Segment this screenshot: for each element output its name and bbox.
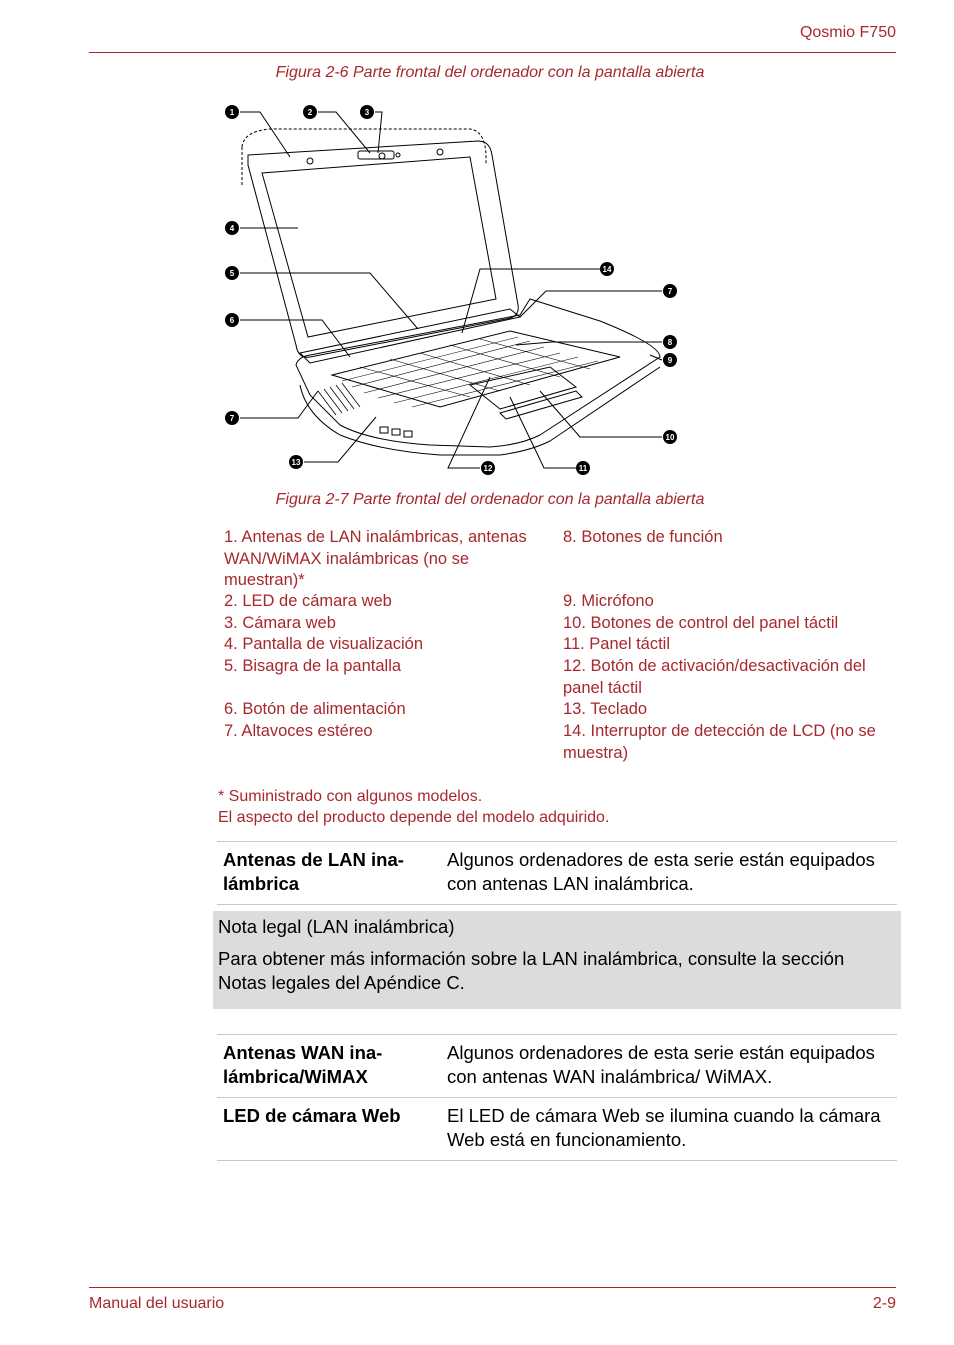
- header-title: Qosmio F750: [799, 24, 896, 41]
- svg-text:12: 12: [483, 464, 493, 473]
- page-number: 2-9: [872, 1295, 896, 1312]
- callout-14: [600, 262, 614, 276]
- svg-text:7: 7: [667, 287, 673, 296]
- svg-text:13: 13: [291, 458, 301, 467]
- callout-7b: [663, 284, 677, 298]
- table-row: [217, 1035, 897, 1098]
- legal-note-box: [213, 911, 901, 1009]
- svg-text:11: 11: [578, 464, 588, 473]
- callout-13: [289, 455, 303, 469]
- laptop-diagram: [200, 95, 720, 480]
- callout-11: [576, 461, 590, 475]
- legend-item: 5. Bisagra de la pantalla: [224, 657, 402, 675]
- callout-2: [303, 105, 317, 119]
- legend-item: 1. Antenas de LAN inalámbricas, antenas WAN/WiMAX inalámbricas (no se muestran)*: [224, 528, 527, 589]
- legend-item: 6. Botón de alimentación: [224, 700, 406, 718]
- legend-item: 14. Interruptor de detección de LCD (no se muestra): [563, 722, 876, 762]
- term-cell: Antenas de LAN ina-lámbrica: [217, 842, 441, 905]
- callout-5: [225, 266, 239, 280]
- figure-caption-bottom: Figura 2-7 Parte frontal del ordenador con la pantalla abierta: [275, 491, 705, 508]
- svg-text:2: 2: [307, 108, 313, 117]
- figure-notes: [218, 786, 609, 828]
- legal-note-body: Para obtener más información sobre la LAN inalámbrica, consulte la sección Notas legales del Apéndice C.: [218, 948, 845, 993]
- legend-item: 12. Botón de activación/desactivación del panel táctil: [563, 657, 866, 697]
- description-cell: Algunos ordenadores de esta serie están equipados con antenas WAN inalámbrica/ WiMAX.: [441, 1035, 897, 1098]
- svg-text:4: 4: [229, 224, 235, 233]
- header-rule: [89, 52, 896, 53]
- legend-item: 2. LED de cámara web: [224, 592, 392, 610]
- definition-table: [217, 841, 897, 905]
- legend-item: 10. Botones de control del panel táctil: [563, 614, 839, 632]
- definition-table: [217, 1034, 897, 1161]
- table-row: [217, 842, 897, 905]
- svg-text:8: 8: [667, 338, 673, 347]
- svg-text:3: 3: [364, 108, 370, 117]
- svg-text:10: 10: [665, 433, 675, 442]
- legal-note-title: Nota legal (LAN inalámbrica): [218, 916, 455, 937]
- svg-text:7: 7: [229, 414, 235, 423]
- note-line: * Suministrado con algunos modelos.: [218, 788, 483, 805]
- description-cell: El LED de cámara Web se ilumina cuando la cámara Web está en funcionamiento.: [441, 1098, 897, 1161]
- svg-text:5: 5: [229, 269, 235, 278]
- footer-rule: [89, 1287, 896, 1288]
- callout-9: [663, 353, 677, 367]
- legend-item: 13. Teclado: [563, 700, 648, 718]
- term-cell: Antenas WAN ina-lámbrica/WiMAX: [217, 1035, 441, 1098]
- svg-text:6: 6: [229, 316, 235, 325]
- footer-manual-title: Manual del usuario: [89, 1295, 225, 1312]
- legend-item: 8. Botones de función: [563, 528, 723, 546]
- legend-item: 4. Pantalla de visualización: [224, 635, 424, 653]
- legend-item: 11. Panel táctil: [563, 635, 671, 653]
- callout-3: [360, 105, 374, 119]
- svg-text:1: 1: [229, 108, 235, 117]
- callout-1: [225, 105, 239, 119]
- description-cell: Algunos ordenadores de esta serie están equipados con antenas LAN inalámbrica.: [441, 842, 897, 905]
- svg-text:14: 14: [602, 265, 612, 274]
- figure-caption-top: Figura 2-6 Parte frontal del ordenador con la pantalla abierta: [275, 64, 705, 81]
- callout-10: [663, 430, 677, 444]
- legend-item: 7. Altavoces estéreo: [224, 722, 373, 740]
- callout-8: [663, 335, 677, 349]
- note-line: El aspecto del producto depende del modelo adquirido.: [218, 809, 610, 826]
- legend-item: 9. Micrófono: [563, 592, 654, 610]
- term-cell: LED de cámara Web: [217, 1098, 441, 1161]
- callout-7a: [225, 411, 239, 425]
- callout-4: [225, 221, 239, 235]
- legend-item: 3. Cámara web: [224, 614, 336, 632]
- svg-text:9: 9: [667, 356, 673, 365]
- callout-6: [225, 313, 239, 327]
- callout-12: [481, 461, 495, 475]
- table-row: [217, 1098, 897, 1161]
